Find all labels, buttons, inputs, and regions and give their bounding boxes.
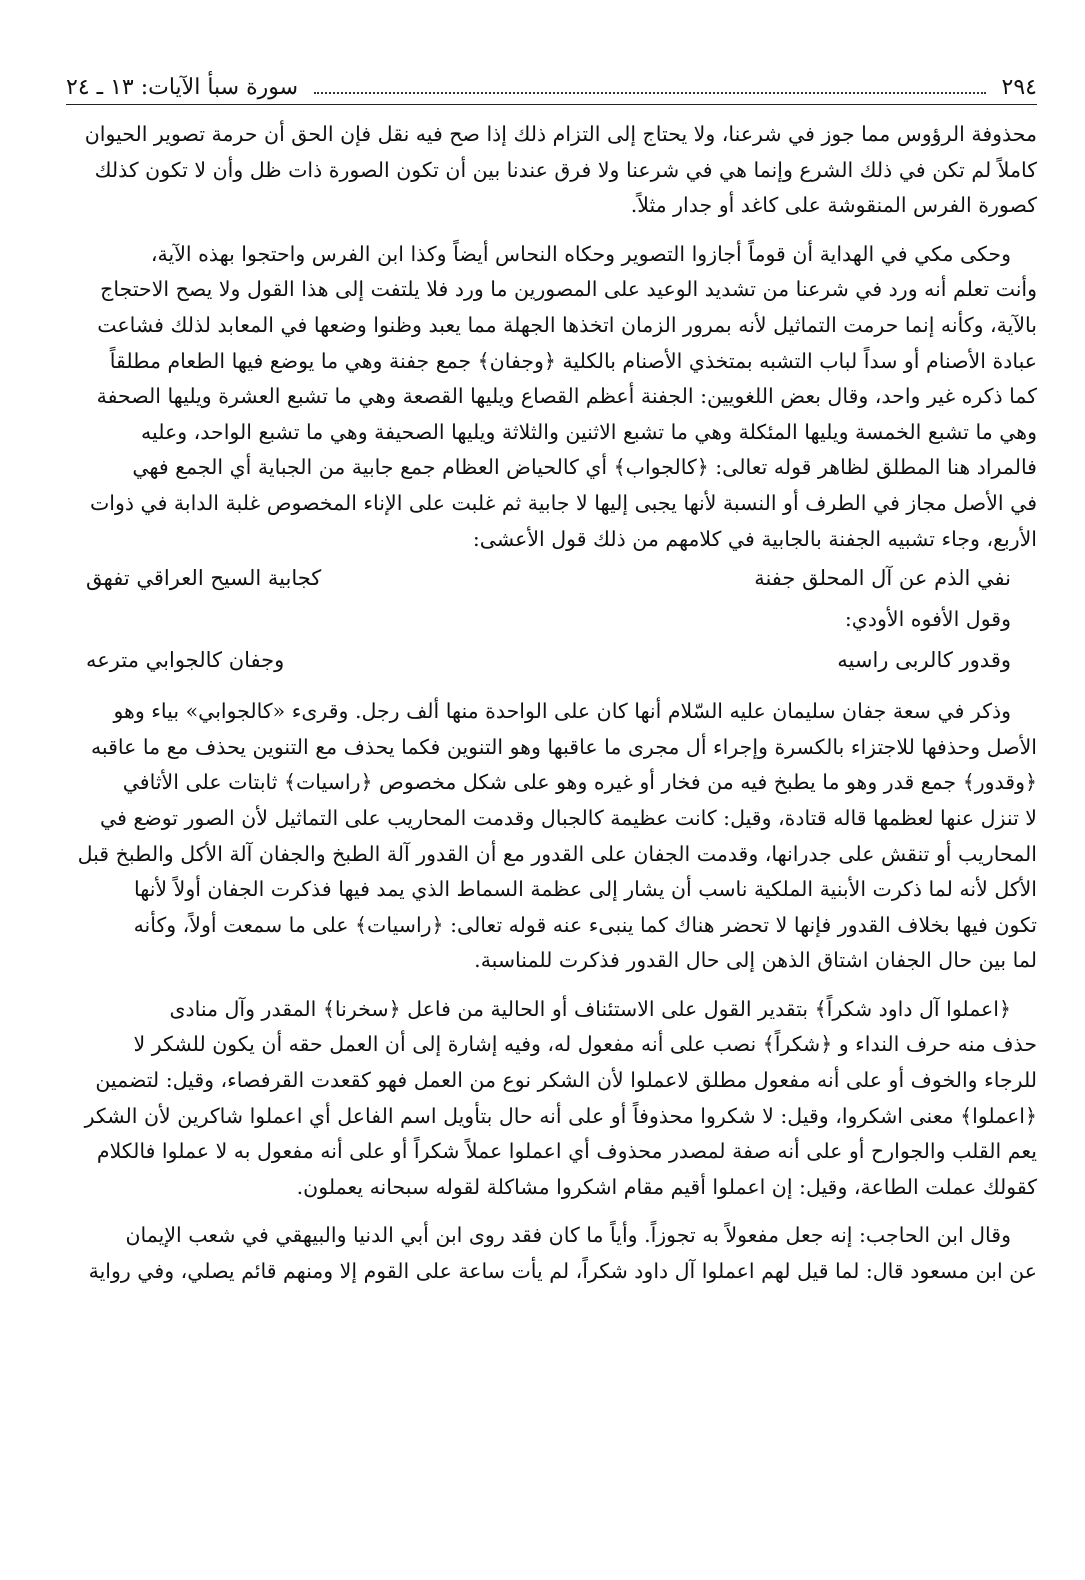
text-line: محذوفة الرؤوس مما جوز في شرعنا، ولا يحتاج إلى التزام ذلك إذا صح فيه نقل فإن الحق أن حرمة تصوير الحيوان — [84, 122, 1037, 146]
text-line: وهي ما تشبع الخمسة ويليها المئكلة وهي ما تشبع الاثنين والثلاثة ويليها الصحيفة وهي ما تشبع الواحد، وعليه — [141, 419, 1037, 444]
text-line: ﴿وقدور﴾ جمع قدر وهو ما يطبخ فيه من فخار أو غيره وهو على شكل مخصوص ﴿راسيات﴾ ثابتات على الأثافي — [122, 770, 1037, 795]
text-line: لا تنزل عنها لعظمها قاله قتادة، وقيل: كانت عظيمة كالجبال وقدمت المحاريب على التماثيل لأن الصور توضع في — [99, 805, 1037, 830]
text-line: ﴿اعملوا﴾ معنى اشكروا، وقيل: لا شكروا محذوفاً أو على أنه حال بتأويل اسم الفاعل أي اعملوا شاكرين لأن الشكر — [84, 1103, 1037, 1128]
text-line: كصورة الفرس المنقوشة على كاغد أو جدار مثلاً. — [630, 193, 1037, 218]
verse-alasha — [66, 557, 1037, 599]
text-line: عبادة الأصنام أو سداً لباب التشبه بمتخذي الأصنام بالكلية ﴿وجفان﴾ جمع جفنة وهي ما يوضع فيها الطعام مطلقاً — [109, 348, 1037, 373]
text-line: في الأصل مجاز في الطرف أو النسبة لأنها يجبى إليها لا جابية ثم غلبت على الإناء المخصوص غلبة الدابة في ذوات — [89, 490, 1037, 515]
verse-first-hemistich: وقدور كالربى راسيه — [837, 648, 1011, 673]
text-line: فالمراد هنا المطلق لظاهر قوله تعالى: ﴿كالجواب﴾ أي كالحياض العظام جمع جابية من الجباية أي الجمع فهي — [132, 455, 1037, 480]
surah-title: سورة سبأ الآيات: ١٣ ـ ٢٤ — [66, 75, 299, 100]
text-line: بالآية، وكأنه إنما حرمت التماثيل لأنه بمرور الزمان اتخذها الجهلة مما يعبد وظنوا وضعها في المعابد لذلك فشاعت — [97, 312, 1037, 337]
text-line: ﴿اعملوا آل داود شكراً﴾ بتقدير القول على الاستئناف أو الحالية من فاعل ﴿سخرنا﴾ المقدر وآل منادى — [169, 996, 1011, 1021]
dotted-leader — [314, 92, 986, 94]
paragraph-3 — [66, 694, 1037, 979]
text-line: وحكى مكي في الهداية أن قوماً أجازوا التصوير وحكاه النحاس أيضاً وكذا ابن الفرس واحتجوا بهذه الآية، — [150, 241, 1011, 266]
text-line: وذكر في سعة جفان سليمان عليه السّلام أنها كان على الواحدة منها ألف رجل. وقرىء «كالجوابي» بياء وهو — [113, 699, 1011, 724]
text-line: وأنت تعلم أنه ورد في شرعنا من تشديد الوعيد على المصورين ما ورد فلا يلتفت إلى هذا القول ولا يصح الاحتجاج — [100, 277, 1037, 302]
verse-first-hemistich: نفي الذم عن آل المحلق جفنة — [754, 566, 1011, 591]
verse-intro: وقول الأفوه الأودي: — [844, 607, 1011, 632]
text-line: يعم القلب والجوارح أو على أنه صفة لمصدر محذوف أي اعملوا عملاً شكراً أو على أنه مفعول به لا عملوا فالكلام — [96, 1139, 1037, 1164]
paragraph-1 — [66, 117, 1037, 224]
text-line: الأربع، وجاء تشبيه الجفنة بالجابية في كلامهم من ذلك قول الأعشى: — [472, 526, 1037, 551]
text-line: المحاريب أو تنقش على جدرانها، وقدمت الجفان على القدور مع أن القدور آلة الطبخ والجفان آلة الأكل والطبخ قبل — [77, 841, 1037, 866]
text-line: لما بين حال الجفان اشتاق الذهن إلى حال القدور فذكرت للمناسبة. — [474, 948, 1037, 973]
text-line: حذف منه حرف النداء و ﴿شكراً﴾ نصب على أنه مفعول له، وفيه إشارة إلى أن العمل حقه أن يكون للشكر لا — [133, 1032, 1037, 1057]
text-line: وقال ابن الحاجب: إنه جعل مفعولاً به تجوزاً. وأياً ما كان فقد روى ابن أبي الدنيا والبيهقي في شعب الإيمان — [125, 1223, 1011, 1248]
text-line: الأصل وحذفها للاجتزاء بالكسرة وإجراء أل مجرى ما عاقبها وهو التنوين فكما يحذف مع التنوين يحذف مع ما عاقبه — [90, 734, 1037, 759]
text-line: كاملاً لم تكن في ذلك الشرع وإنما هي في شرعنا ولا فرق عندنا بين أن تكون الصورة ذات ظل وأن لا تكون كذلك — [94, 157, 1037, 182]
paragraph-5 — [66, 1218, 1037, 1289]
text-line: تكون فيها بخلاف القدور فإنها لا تحضر هناك كما ينبىء عنه قوله تعالى: ﴿راسيات﴾ على ما سمعت أولاً، وكأنه — [133, 912, 1037, 937]
paragraph-2 — [66, 237, 1037, 557]
paragraph-4 — [66, 992, 1037, 1206]
page-number: ٢٩٤ — [1001, 75, 1037, 100]
text-line: للرجاء والخوف أو على أنه مفعول مطلق لاعملوا لأن الشكر نوع من العمل فهو كقعدت القرفصاء، وقيل: لتضمين — [95, 1068, 1037, 1093]
text-line: عن ابن مسعود قال: لما قيل لهم اعملوا آل داود شكراً، لم يأت ساعة على القوم إلا ومنهم قائم يصلي، وفي رواية — [88, 1259, 1037, 1284]
text-line: كما ذكره غير واحد، وقال بعض اللغويين: الجفنة أعظم القصاع ويليها القصعة وهي ما تشبع العشرة ويليها الصحفة — [96, 384, 1037, 409]
verse-second-hemistich: كجابية السيح العراقي تفهق — [86, 566, 322, 591]
text-line: الأكل لأنه لما ذكرت الأبنية الملكية ناسب أن يشار إلى عظمة السماط الذي يمد فيها فذكرت الجفان أولاً لأنها — [134, 877, 1037, 902]
text-line: كقولك عملت الطاعة، وقيل: إن اعملوا أقيم مقام اشكروا مشاكلة لقوله سبحانه يعملون. — [296, 1174, 1037, 1199]
verse-second-hemistich: وجفان كالجوابي مترعه — [86, 648, 285, 673]
verse-alafwah — [66, 639, 1037, 681]
page-header — [66, 66, 1037, 105]
